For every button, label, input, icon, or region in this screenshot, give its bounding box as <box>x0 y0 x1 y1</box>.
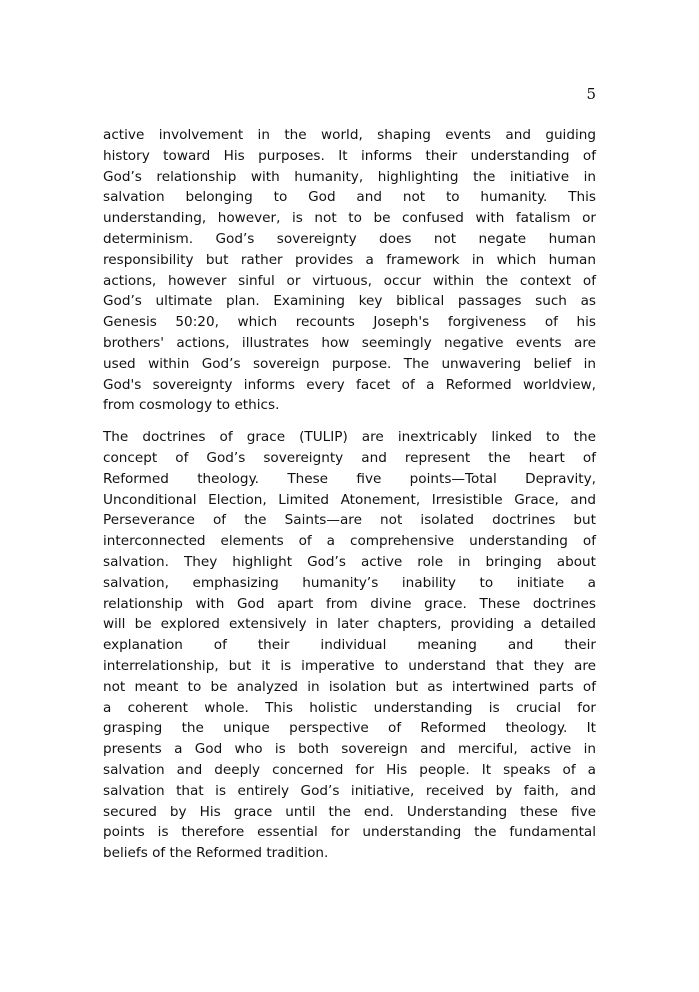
text-line: presents a God who is both sovereign and merciful, active in <box>103 741 596 758</box>
text-line: history toward His purposes. It informs their understanding of <box>103 147 596 164</box>
text-line: salvation that is entirely God’s initiative, received by faith, and <box>103 782 596 799</box>
text-line: grasping the unique perspective of Reformed theology. It <box>103 720 596 737</box>
text-line: actions, however sinful or virtuous, occur within the context of <box>103 272 596 289</box>
text-line: from cosmology to ethics. <box>103 397 280 414</box>
text-line: responsibility but rather provides a framework in which human <box>103 251 596 268</box>
text-line: beliefs of the Reformed tradition. <box>103 845 329 862</box>
page-number: 5 <box>586 85 596 103</box>
text-line: God's sovereignty informs every facet of a Reformed worldview, <box>103 376 596 393</box>
text-line: salvation, emphasizing humanity’s inability to initiate a <box>103 574 596 591</box>
text-line: determinism. God’s sovereignty does not negate human <box>103 230 596 247</box>
text-line: not meant to be analyzed in isolation but as intertwined parts of <box>103 678 596 695</box>
text-line: Perseverance of the Saints—are not isolated doctrines but <box>103 512 596 529</box>
text-line: Genesis 50:20, which recounts Joseph's forgiveness of his <box>103 314 596 331</box>
text-line: concept of God’s sovereignty and represent the heart of <box>103 449 596 466</box>
text-line: Reformed theology. These five points—Total Depravity, <box>103 470 596 487</box>
text-line: secured by His grace until the end. Understanding these five <box>103 803 596 820</box>
text-line: The doctrines of grace (TULIP) are inextricably linked to the <box>103 429 596 446</box>
text-line: points is therefore essential for understanding the fundamental <box>103 824 596 841</box>
body-text <box>103 125 596 875</box>
text-line: salvation. They highlight God’s active role in bringing about <box>103 553 596 570</box>
text-line: interrelationship, but it is imperative to understand that they are <box>103 657 596 674</box>
text-line: explanation of their individual meaning and their <box>103 637 596 654</box>
text-line: used within God’s sovereign purpose. The unwavering belief in <box>103 355 596 372</box>
text-line: will be explored extensively in later chapters, providing a detailed <box>103 616 596 633</box>
text-line: interconnected elements of a comprehensive understanding of <box>103 533 596 550</box>
text-line: God’s ultimate plan. Examining key biblical passages such as <box>103 293 596 310</box>
paragraph <box>103 125 596 416</box>
text-line: a coherent whole. This holistic understanding is crucial for <box>103 699 596 716</box>
text-line: Unconditional Election, Limited Atonement, Irresistible Grace, and <box>103 491 596 508</box>
text-line: God’s relationship with humanity, highlighting the initiative in <box>103 168 596 185</box>
text-line: understanding, however, is not to be confused with fatalism or <box>103 210 596 227</box>
text-line: relationship with God apart from divine grace. These doctrines <box>103 595 596 612</box>
paragraph <box>103 427 596 864</box>
text-line: brothers' actions, illustrates how seemingly negative events are <box>103 334 596 351</box>
text-line: active involvement in the world, shaping events and guiding <box>103 127 596 143</box>
text-line: salvation and deeply concerned for His people. It speaks of a <box>103 761 596 778</box>
text-line: salvation belonging to God and not to humanity. This <box>103 189 596 206</box>
